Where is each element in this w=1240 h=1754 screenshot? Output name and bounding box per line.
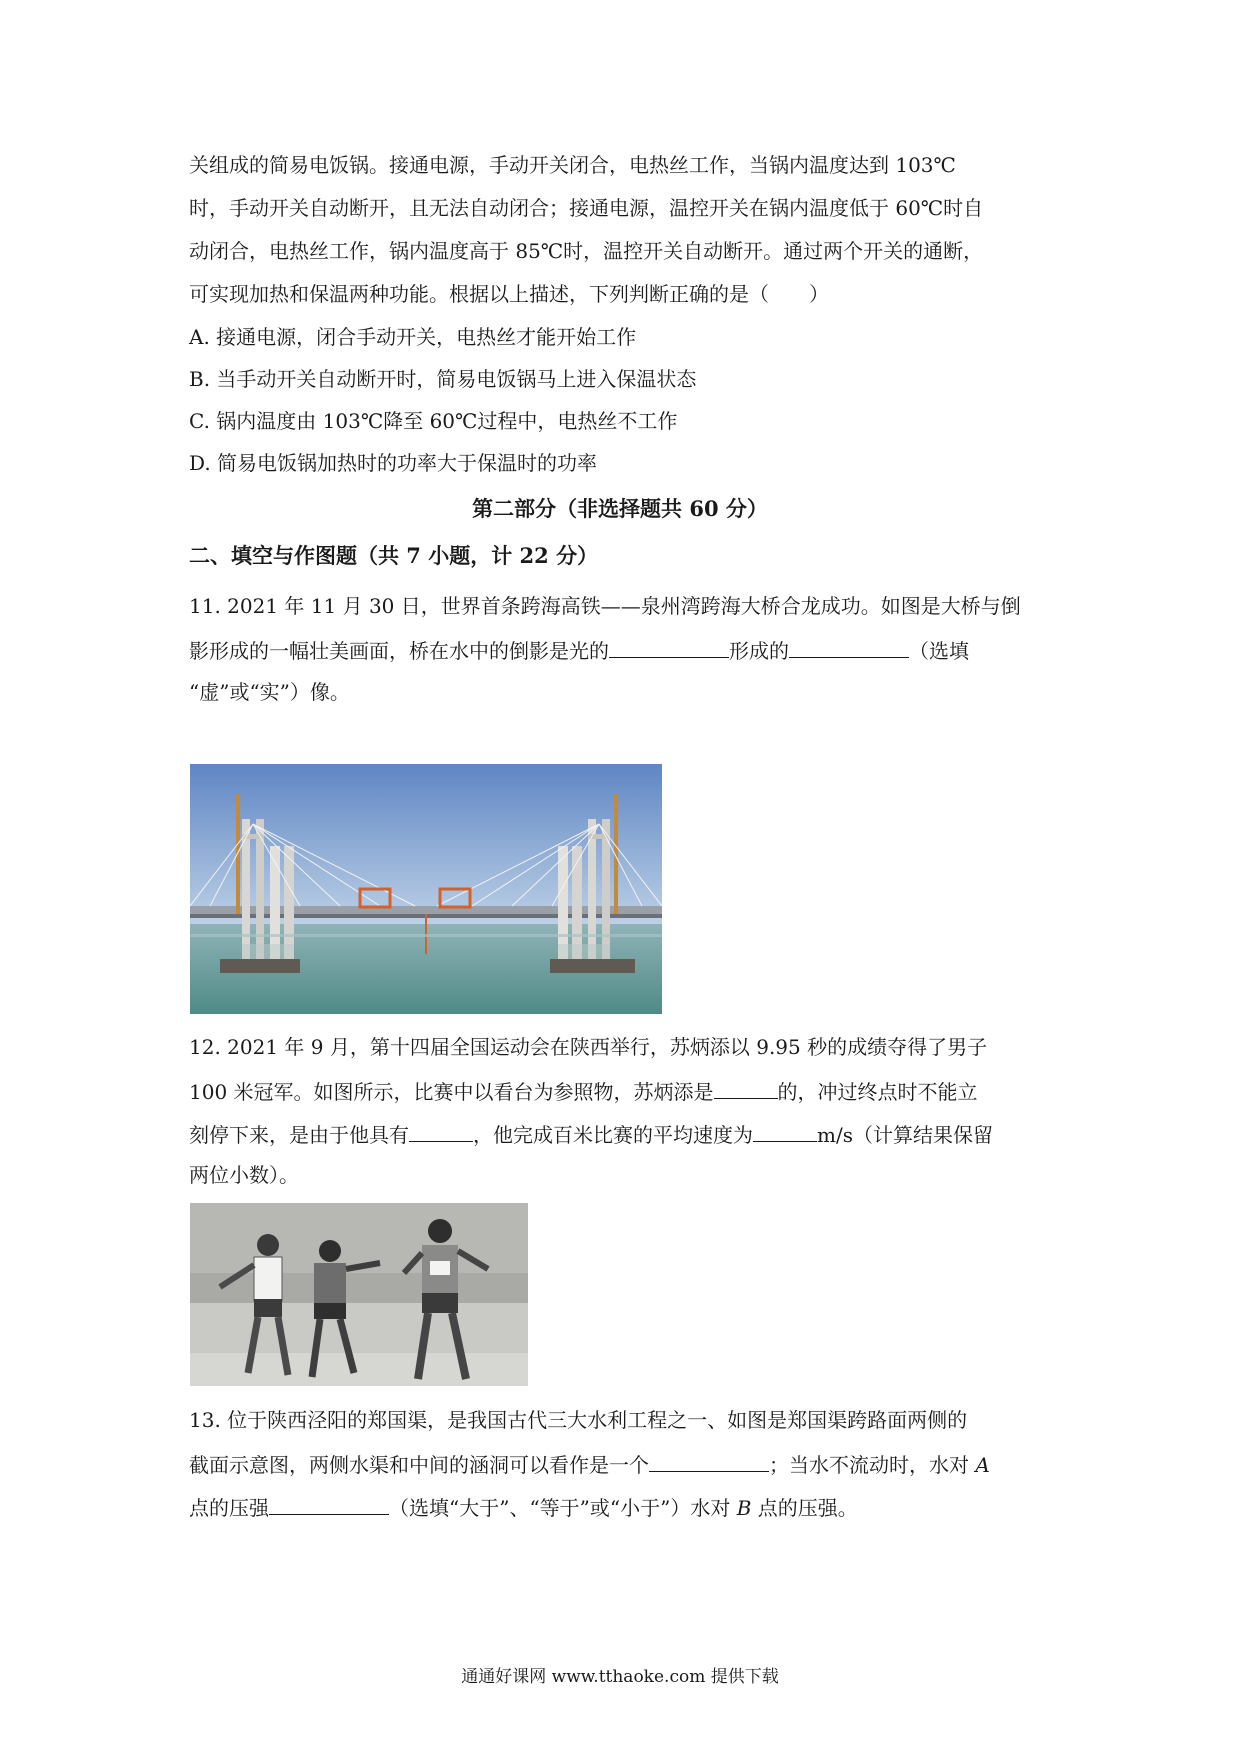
q11-text-a: 影形成的一幅壮美画面，桥在水中的倒影是光的 [189, 639, 609, 663]
q13-text-e: 点的压强。 [751, 1496, 858, 1520]
q13-text-c: 点的压强 [189, 1496, 269, 1520]
q13-text-b: ；当水不流动时，水对 [769, 1453, 976, 1477]
q10-option-a: A. 接通电源，闭合手动开关，电热丝才能开始工作 [189, 325, 637, 349]
page-footer: 通通好课网 www.tthaoke.com 提供下载 [461, 1667, 779, 1687]
q12-blank-2[interactable] [409, 1121, 473, 1142]
q11-line-2 [189, 637, 969, 663]
q13-blank-1[interactable] [649, 1451, 769, 1472]
q10-line-2: 时，手动开关自动断开，且无法自动闭合；接通电源，温控开关在锅内温度低于 60℃时自 [189, 196, 984, 220]
q12-text-e: m/s（计算结果保留 [817, 1123, 993, 1147]
q12-blank-1[interactable] [714, 1078, 778, 1099]
bridge-photo [190, 764, 662, 1014]
q12-line-2 [189, 1078, 978, 1104]
q12-line-3 [189, 1121, 993, 1147]
q12-line-4: 两位小数）。 [189, 1163, 299, 1187]
q10-option-d: D. 简易电饭锅加热时的功率大于保温时的功率 [189, 451, 598, 475]
part2-title: 第二部分（非选择题共 60 分） [472, 496, 768, 521]
q12-text-b: 的，冲过终点时不能立 [777, 1080, 978, 1104]
q13-point-a: A [975, 1453, 990, 1477]
q10-option-c: C. 锅内温度由 103℃降至 60℃过程中，电热丝不工作 [189, 409, 678, 433]
q13-line-3 [189, 1494, 858, 1520]
q12-text-a: 100 米冠军。如图所示，比赛中以看台为参照物，苏炳添是 [189, 1080, 714, 1104]
q11-blank-1[interactable] [609, 637, 729, 658]
section2-title: 二、填空与作图题（共 7 小题，计 22 分） [189, 543, 599, 568]
q13-line-1: 13. 位于陕西泾阳的郑国渠，是我国古代三大水利工程之一、如图是郑国渠跨路面两侧的 [189, 1408, 968, 1432]
q13-text-d: （选填“大于”、“等于”或“小于”）水对 [389, 1496, 737, 1520]
q10-line-4: 可实现加热和保温两种功能。根据以上描述，下列判断正确的是（ ） [189, 282, 829, 306]
q11-line-1: 11. 2021 年 11 月 30 日，世界首条跨海高铁——泉州湾跨海大桥合龙成功。如图是大桥与倒 [189, 594, 1021, 618]
q12-text-d: ，他完成百米比赛的平均速度为 [473, 1123, 753, 1147]
q10-line-3: 动闭合，电热丝工作，锅内温度高于 85℃时，温控开关自动断开。通过两个开关的通断， [189, 239, 984, 263]
q11-text-c: （选填 [909, 639, 969, 663]
q13-line-2 [189, 1451, 990, 1477]
q13-text-a: 截面示意图，两侧水渠和中间的涵洞可以看作是一个 [189, 1453, 649, 1477]
q12-text-c: 刻停下来，是由于他具有 [189, 1123, 409, 1147]
sprinters-photo [190, 1203, 528, 1386]
q10-line-1: 关组成的简易电饭锅。接通电源，手动开关闭合，电热丝工作，当锅内温度达到 103℃ [189, 153, 956, 177]
q12-line-1: 12. 2021 年 9 月，第十四届全国运动会在陕西举行，苏炳添以 9.95 秒的成绩夺得了男子 [189, 1035, 988, 1059]
q12-blank-3[interactable] [753, 1121, 817, 1142]
q11-text-b: 形成的 [729, 639, 789, 663]
q11-blank-2[interactable] [789, 637, 909, 658]
q13-point-b: B [736, 1496, 752, 1520]
q13-blank-2[interactable] [269, 1494, 389, 1515]
q11-line-3: “虚”或“实”）像。 [189, 680, 350, 704]
q10-option-b: B. 当手动开关自动断开时，简易电饭锅马上进入保温状态 [189, 367, 697, 391]
